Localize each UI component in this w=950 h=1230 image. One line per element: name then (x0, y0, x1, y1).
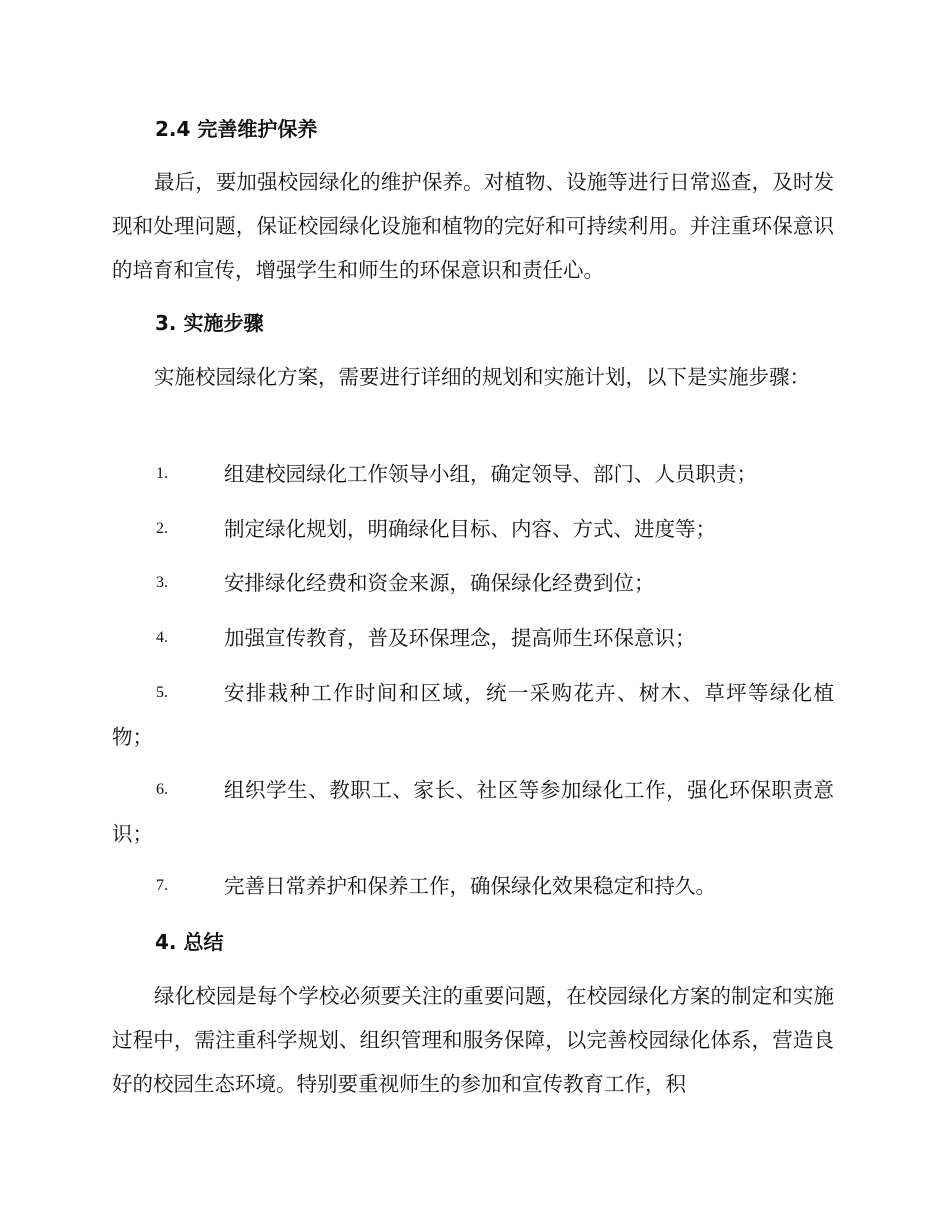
list-item-number: 2. (156, 520, 168, 537)
list-item-number: 6. (156, 781, 168, 798)
list-item (112, 616, 834, 660)
list-item-number: 5. (156, 684, 168, 701)
list-item-number: 4. (156, 629, 168, 646)
list-item (112, 768, 834, 856)
section-paragraph-summary: 绿化校园是每个学校必须要关注的重要问题，在校园绿化方案的制定和实施过程中，需注重科学规划、组织管理和服务保障，以完善校园绿化体系，营造良好的校园生态环境。特别要重视师生的参加和宣传教育工作，积 (112, 984, 834, 1096)
list-item-text: 安排绿化经费和资金来源，确保绿化经费到位； (224, 571, 655, 595)
list-item-number: 3. (156, 574, 168, 591)
section-paragraph-implementation-intro: 实施校园绿化方案，需要进行详细的规划和实施计划，以下是实施步骤： (154, 365, 810, 389)
section-paragraph-maintenance: 最后，要加强校园绿化的维护保养。对植物、设施等进行日常巡查，及时发现和处理问题，保证校园绿化设施和植物的完好和可持续利用。并注重环保意识的培育和宣传，增强学生和师生的环保意识和责任心。 (112, 170, 834, 282)
list-item-text: 组织学生、教职工、家长、社区等参加绿化工作，强化环保职责意识； (112, 778, 834, 846)
list-item-number: 1. (156, 465, 168, 482)
section-heading-summary: 4. 总结 (155, 930, 224, 954)
list-item (112, 864, 834, 908)
list-item (112, 561, 834, 605)
list-item-text: 组建校园绿化工作领导小组，确定领导、部门、人员职责； (224, 462, 757, 486)
list-item-text: 完善日常养护和保养工作，确保绿化效果稳定和持久。 (224, 874, 716, 898)
list-item (112, 452, 834, 496)
section-heading-maintenance: 2.4 完善维护保养 (155, 117, 318, 141)
list-item-number: 7. (156, 877, 168, 894)
list-item-text: 加强宣传教育，普及环保理念，提高师生环保意识； (224, 626, 696, 650)
list-item (112, 671, 834, 759)
section-heading-implementation-steps: 3. 实施步骤 (155, 311, 264, 335)
list-item-text: 安排栽种工作时间和区域，统一采购花卉、树木、草坪等绿化植物； (112, 681, 834, 749)
list-item (112, 507, 834, 551)
list-item-text: 制定绿化规划，明确绿化目标、内容、方式、进度等； (224, 517, 716, 541)
